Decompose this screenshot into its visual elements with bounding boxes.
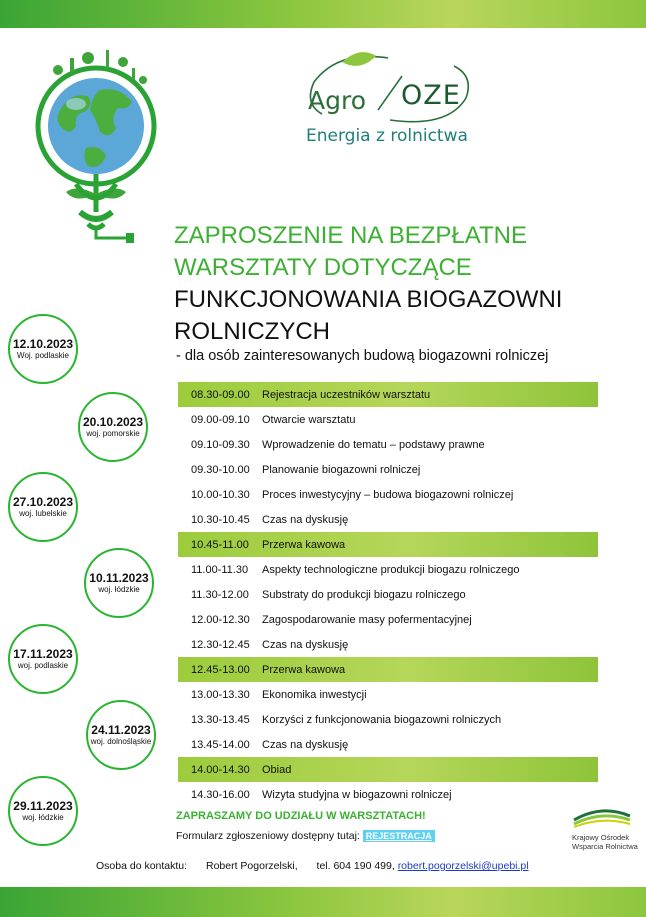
agenda-time: 11.30-12.00: [191, 588, 249, 601]
agenda-row: [178, 457, 598, 482]
date-badge-date: 24.11.2023: [91, 723, 151, 737]
date-badge-region: woj. dolnośląskie: [90, 737, 152, 746]
agenda-activity: Otwarcie warsztatu: [262, 413, 356, 426]
agenda-row: [178, 557, 598, 582]
agenda-row: [178, 432, 598, 457]
date-badge-date: 27.10.2023: [12, 495, 74, 509]
agenda-time: 13.30-13.45: [191, 713, 250, 726]
agenda-row: [178, 782, 598, 807]
date-badge-region: woj. łódzkie: [22, 813, 64, 822]
contact-label: Osoba do kontaktu:: [96, 860, 188, 872]
date-badge-region: woj. łódzkie: [98, 585, 140, 594]
agenda-activity: Wizyta studyjna w biogazowni rolniczej: [262, 788, 452, 801]
agenda-activity: Aspekty technologiczne produkcji biogazu rolniczego: [262, 563, 520, 576]
agenda-activity: Proces inwestycyjny – budowa biogazowni rolniczej: [262, 488, 514, 501]
agenda-activity: Przerwa kawowa: [262, 538, 346, 551]
contact-line: [96, 860, 529, 872]
agenda-time: 11.00-11.30: [191, 563, 249, 576]
agenda-row: [178, 732, 598, 757]
agro-oze-logo: [298, 48, 478, 158]
agenda-row: [178, 482, 598, 507]
agenda-activity: Wprowadzenie do tematu – podstawy prawne: [262, 438, 485, 451]
invitation-subtitle: - dla osób zainteresowanych budową biogazowni rolniczej: [176, 348, 549, 364]
agenda-table: [178, 382, 598, 807]
agenda-row: [178, 582, 598, 607]
agenda-time: 12.30-12.45: [191, 638, 250, 651]
registration-text: Formularz zgłoszeniowy dostępny tutaj:: [176, 830, 360, 842]
kowr-logo: [572, 806, 638, 851]
title-line-2: WARSZTATY DOTYCZĄCE: [174, 254, 472, 281]
date-badge: [86, 700, 156, 770]
kowr-name-line-2: Wsparcia Rolnictwa: [572, 842, 638, 851]
date-badge: [8, 776, 78, 846]
date-badge: [8, 624, 78, 694]
date-badge-date: 29.11.2023: [13, 799, 73, 813]
agenda-time: 14.30-16.00: [191, 788, 250, 801]
title-line-1: ZAPROSZENIE NA BEZPŁATNE: [174, 222, 527, 249]
agenda-activity: Czas na dyskusję: [262, 513, 349, 526]
kowr-emblem-icon: [572, 806, 632, 828]
agenda-time: 14.00-14.30: [191, 763, 250, 776]
agenda-row: [178, 757, 598, 782]
agenda-time: 10.30-10.45: [191, 513, 250, 526]
agenda-row: [178, 507, 598, 532]
contact-phone: tel. 604 190 499,: [316, 860, 395, 872]
invitation-title: [174, 220, 624, 348]
title-line-4: ROLNICZYCH: [174, 318, 331, 345]
agenda-time: 10.45-11.00: [191, 538, 249, 551]
agenda-time: 08.30-09.00: [191, 388, 250, 401]
kowr-name-line-1: Krajowy Ośrodek: [572, 833, 630, 842]
title-line-3: FUNKCJONOWANIA BIOGAZOWNI: [174, 286, 563, 313]
agenda-activity: Obiad: [262, 763, 292, 776]
agenda-activity: Korzyści z funkcjonowania biogazowni rolniczych: [262, 713, 502, 726]
agenda-row: [178, 632, 598, 657]
logo-tagline: Energia z rolnictwa: [306, 126, 468, 146]
date-badge-region: woj. lubelskie: [19, 509, 67, 518]
date-badge: [8, 472, 78, 542]
date-badge-region: woj. podlaskie: [17, 661, 69, 670]
agenda-row: [178, 407, 598, 432]
agenda-time: 13.00-13.30: [191, 688, 250, 701]
top-green-band: [0, 0, 646, 28]
contact-name: Robert Pogorzelski,: [205, 860, 298, 872]
date-badge-region: Woj. podlaskie: [17, 351, 69, 360]
logo-word-agro: Agro: [308, 86, 366, 115]
agenda-activity: Czas na dyskusję: [262, 738, 349, 751]
contact-email-link[interactable]: robert.pogorzelski@upebi.pl: [397, 860, 529, 872]
agenda-activity: Przerwa kawowa: [262, 663, 346, 676]
invite-cta: ZAPRASZAMY DO UDZIAŁU W WARSZTATACH!: [176, 810, 426, 822]
lightbulb-globe-icon: [28, 44, 168, 244]
agenda-row: [178, 382, 598, 407]
agenda-time: 09.30-10.00: [191, 463, 250, 476]
agenda-activity: Rejestracja uczestników warsztatu: [262, 388, 431, 401]
date-badge-region: woj. pomorskie: [86, 429, 140, 438]
agenda-time: 09.00-09.10: [191, 413, 250, 426]
registration-line: [176, 830, 435, 842]
agenda-activity: Zagospodarowanie masy pofermentacyjnej: [262, 613, 472, 626]
agenda-row: [178, 707, 598, 732]
agenda-time: 12.00-12.30: [191, 613, 250, 626]
agenda-activity: Czas na dyskusję: [262, 638, 349, 651]
agenda-activity: Substraty do produkcji biogazu rolniczego: [262, 588, 466, 601]
agenda-activity: Planowanie biogazowni rolniczej: [262, 463, 421, 476]
agenda-time: 13.45-14.00: [191, 738, 250, 751]
agenda-time: 09.10-09.30: [191, 438, 250, 451]
logo-word-oze: OZE: [401, 80, 461, 111]
bottom-green-band: [0, 887, 646, 917]
date-badge-date: 12.10.2023: [12, 337, 74, 351]
agenda-row: [178, 607, 598, 632]
agenda-time: 12.45-13.00: [191, 663, 250, 676]
date-badge: [84, 548, 154, 618]
agenda-row: [178, 532, 598, 557]
agenda-time: 10.00-10.30: [191, 488, 250, 501]
date-badge-date: 10.11.2023: [89, 571, 149, 585]
agenda-activity: Ekonomika inwestycji: [262, 688, 367, 701]
registration-link[interactable]: REJESTRACJA: [363, 830, 435, 842]
date-badge: [78, 392, 148, 462]
date-badge-date: 20.10.2023: [82, 415, 144, 429]
agenda-row: [178, 657, 598, 682]
date-badge-date: 17.11.2023: [13, 647, 73, 661]
date-badge: [8, 314, 78, 384]
agenda-row: [178, 682, 598, 707]
